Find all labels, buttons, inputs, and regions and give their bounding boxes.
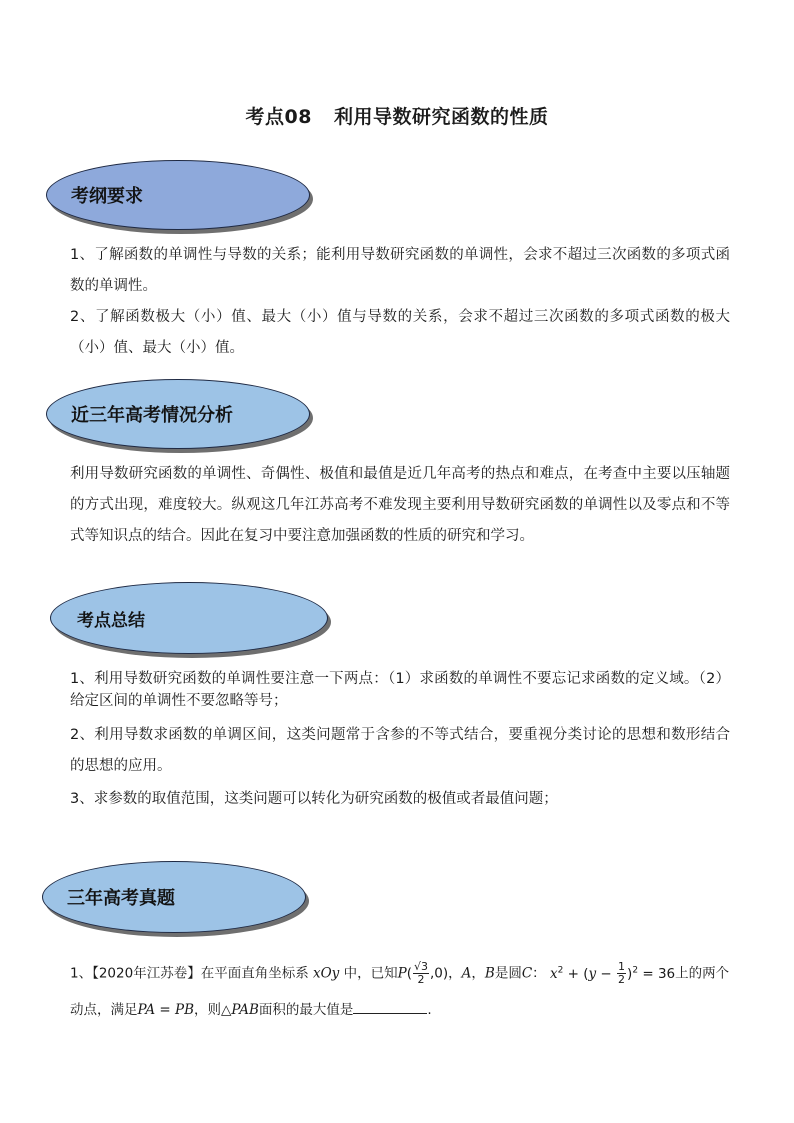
analysis-text: 利用导数研究函数的单调性、奇偶性、极值和最值是近几年高考的热点和难点，在考查中主要以压轴题的方式出现，难度较大。纵观这几年江苏高考不难发现主要利用导数研究函数的单调性以及零点和不等式等知识点的结合。因此在复习中要注意加强函数的性质的研究和学习。: [70, 466, 730, 544]
question-1: [70, 952, 730, 1028]
point-p: P: [397, 965, 407, 982]
question-text: ：: [532, 965, 546, 982]
eq-x: x: [549, 965, 558, 982]
title-prefix: 考点08: [245, 106, 312, 128]
question-text: ，则△: [194, 1001, 232, 1018]
question-source: 【2020年江苏卷】: [92, 965, 201, 982]
question-text: ，: [471, 965, 485, 982]
eq-plus: + (: [563, 965, 589, 982]
half-fraction: [617, 961, 626, 986]
question-text: 面积的最大值是: [258, 1001, 354, 1018]
fraction-denominator: 2: [417, 973, 425, 986]
eq-tail: ): [627, 965, 633, 982]
question-text: 在平面直角坐标系: [200, 965, 309, 982]
coord-system: xOy: [313, 965, 340, 982]
question-text: 上的两个: [675, 965, 730, 982]
fraction-numerator: 1: [618, 960, 626, 973]
analysis-paragraph: [70, 459, 730, 552]
question-number: 1、: [70, 965, 93, 982]
condition: PA = PB: [137, 1001, 194, 1018]
eq-rhs: = 36: [638, 965, 676, 982]
summary-item: 1、利用导数研究函数的单调性要注意一下两点：（1）求函数的单调性不要忘记求函数的定义域。（2）给定区间的单调性不要忽略等号；: [70, 671, 730, 709]
syllabus-item: 2、了解函数极大（小）值、最大（小）值与导数的关系，会求不超过三次函数的多项式函数的极大（小）值、最大（小）值。: [70, 309, 730, 356]
syllabus-heading: 考纲要求: [71, 186, 143, 207]
point-a: A: [461, 965, 472, 982]
question-text: .: [427, 1001, 432, 1018]
circle-equation: $x^2 + (y$ − $\frac{1}{2}$ )$^2$ = 36: [549, 960, 676, 986]
syllabus-list: [70, 240, 730, 364]
title-text: 利用导数研究函数的性质: [333, 106, 549, 128]
eq-y: y: [588, 965, 597, 982]
fraction-numerator: √3: [413, 960, 428, 973]
page-title: [0, 102, 794, 129]
answer-blank[interactable]: [353, 999, 427, 1014]
point-p-fraction: [413, 961, 429, 986]
point-b: B: [484, 965, 495, 982]
heading-pill-summary: [50, 582, 328, 654]
triangle-pab: PAB: [231, 1001, 259, 1018]
point-tail: ,0): [430, 965, 449, 982]
summary-item: 3、求参数的取值范围，这类问题可以转化为研究函数的极值或者最值问题；: [70, 791, 558, 807]
question-text: 动点，满足: [70, 1001, 138, 1018]
question-1-line-1: 1、【2020年江苏卷】在平面直角坐标系 xOy 中，已知P( $\frac{√3}{2}$ ,0)，A，B是圆C： $x^2 + (y$ − $\frac{1}{2}$ )$^2$ = 36上的两个: [70, 960, 730, 986]
question-1-line-2: [70, 992, 730, 1028]
summary-heading: 考点总结: [77, 610, 145, 631]
fraction-denominator: 2: [618, 973, 626, 986]
heading-pill-analysis: [46, 379, 310, 449]
heading-pill-syllabus: [46, 160, 310, 230]
eq-minus: −: [596, 965, 617, 982]
question-text: 是圆: [494, 965, 522, 982]
circle-c: C: [521, 965, 533, 982]
syllabus-item: 1、了解函数的单调性与导数的关系；能利用导数研究函数的单调性，会求不超过三次函数的多项式函数的单调性。: [70, 247, 730, 294]
summary-item: 2、利用导数求函数的单调区间，这类问题常于含参的不等式结合，要重视分类讨论的思想和数形结合的思想的应用。: [70, 727, 730, 774]
heading-pill-exam: [42, 861, 306, 933]
question-text: ，: [448, 965, 462, 982]
summary-list: [70, 668, 730, 815]
analysis-heading: 近三年高考情况分析: [71, 405, 233, 426]
question-text: 中，已知: [343, 965, 398, 982]
exam-heading: 三年高考真题: [67, 888, 175, 909]
